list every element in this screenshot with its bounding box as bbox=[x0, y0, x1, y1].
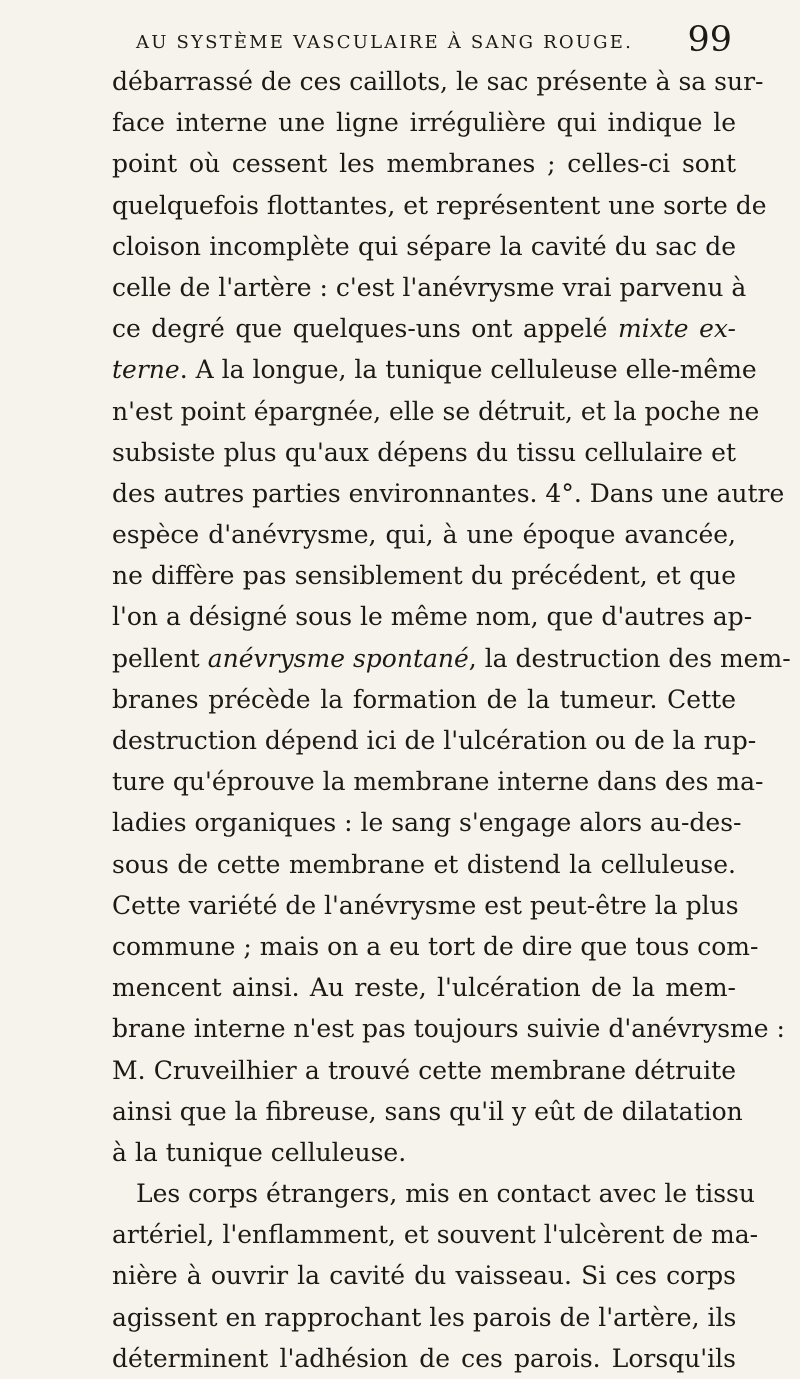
text-line bbox=[112, 473, 785, 514]
line-segment: , la destruction des mem- bbox=[468, 643, 791, 673]
text-line bbox=[112, 679, 736, 720]
line-segment: ainsi que la fibreuse, sans qu'il y eût de dilatation bbox=[112, 1096, 743, 1126]
text-line bbox=[112, 514, 736, 555]
line-segment: nière à ouvrir la cavité du vaisseau. Si ces corps bbox=[112, 1261, 736, 1291]
text-line bbox=[112, 1091, 743, 1132]
text-line bbox=[112, 1255, 736, 1296]
line-segment: point où cessent les membranes ; celles-ci sont bbox=[112, 149, 736, 179]
line-segment: artériel, l'enflamment, et souvent l'ulcèrent de ma- bbox=[112, 1220, 759, 1250]
text-line bbox=[112, 143, 736, 184]
line-segment: déterminent l'adhésion de ces parois. Lorsqu'ils bbox=[112, 1343, 736, 1373]
line-segment: ce degré que quelques-uns ont appelé bbox=[112, 314, 618, 344]
line-segment: mencent ainsi. Au reste, l'ulcération de la mem- bbox=[112, 973, 736, 1003]
text-line bbox=[112, 1297, 736, 1338]
line-segment: destruction dépend ici de l'ulcération ou de la rup- bbox=[112, 726, 757, 755]
italic-term: terne bbox=[112, 355, 180, 385]
text-line bbox=[112, 1132, 736, 1173]
line-segment: à la tunique celluleuse. bbox=[112, 1137, 407, 1167]
text-line bbox=[112, 349, 757, 390]
line-segment: Les corps étrangers, mis en contact avec le tissu bbox=[136, 1179, 755, 1209]
text-line bbox=[112, 967, 736, 1008]
text-line bbox=[112, 1173, 755, 1214]
text-line bbox=[112, 1338, 736, 1379]
text-line bbox=[112, 1008, 785, 1049]
page-number: 99 bbox=[687, 20, 732, 60]
text-line bbox=[112, 308, 736, 349]
line-segment: commune ; mais on a eu tort de dire que tous com- bbox=[112, 931, 759, 961]
text-line bbox=[112, 1214, 759, 1255]
line-segment: ladies organiques : le sang s'engage alors au-des- bbox=[112, 808, 742, 838]
line-segment: des autres parties environnantes. 4°. Dans une autre bbox=[112, 478, 785, 508]
line-segment: brane interne n'est pas toujours suivie d'anévrysme : bbox=[112, 1014, 785, 1044]
line-segment: cloison incomplète qui sépare la cavité du sac de bbox=[112, 231, 736, 261]
text-line bbox=[112, 720, 757, 761]
text-line bbox=[112, 926, 759, 967]
line-segment: ne diffère pas sensiblement du précédent, et que bbox=[112, 561, 736, 591]
text-line bbox=[112, 596, 753, 637]
running-head-title: AU SYSTÈME VASCULAIRE À SANG ROUGE. bbox=[136, 32, 634, 53]
line-segment: n'est point épargnée, elle se détruit, et la poche ne bbox=[112, 396, 760, 426]
text-line bbox=[112, 761, 764, 802]
running-head bbox=[100, 18, 750, 62]
line-segment: ture qu'éprouve la membrane interne dans des ma- bbox=[112, 767, 764, 797]
line-segment: M. Cruveilhier a trouvé cette membrane détruite bbox=[112, 1055, 736, 1085]
text-line bbox=[112, 267, 747, 308]
text-line bbox=[112, 802, 742, 843]
italic-term: mixte ex- bbox=[617, 314, 736, 344]
text-line bbox=[112, 432, 736, 473]
text-line bbox=[112, 61, 764, 102]
line-segment: face interne une ligne irrégulière qui indique le bbox=[112, 108, 736, 138]
text-line bbox=[112, 185, 767, 226]
line-segment: sous de cette membrane et distend la celluleuse. bbox=[112, 849, 736, 879]
line-segment: pellent bbox=[112, 643, 208, 673]
text-line bbox=[112, 226, 736, 267]
line-segment: branes précède la formation de la tumeur. Cette bbox=[112, 684, 736, 714]
text-line bbox=[112, 555, 736, 596]
body-text bbox=[112, 61, 791, 1379]
text-line bbox=[112, 885, 739, 926]
line-segment: espèce d'anévrysme, qui, à une époque avancée, bbox=[112, 520, 736, 550]
text-line bbox=[112, 102, 736, 143]
line-segment: débarrassé de ces caillots, le sac présente à sa sur- bbox=[112, 67, 764, 96]
text-line bbox=[112, 638, 791, 679]
italic-term: anévrysme spontané bbox=[207, 643, 469, 673]
line-segment: subsiste plus qu'aux dépens du tissu cellulaire et bbox=[112, 437, 736, 467]
line-segment: agissent en rapprochant les parois de l'artère, ils bbox=[112, 1302, 737, 1332]
line-segment: quelquefois flottantes, et représentent une sorte de bbox=[112, 190, 767, 220]
text-line bbox=[112, 391, 760, 432]
text-line bbox=[112, 1050, 736, 1091]
line-segment: Cette variété de l'anévrysme est peut-être la plus bbox=[112, 890, 739, 920]
line-segment: l'on a désigné sous le même nom, que d'autres ap- bbox=[112, 602, 753, 632]
line-segment: celle de l'artère : c'est l'anévrysme vrai parvenu à bbox=[112, 272, 747, 302]
line-segment: . A la longue, la tunique celluleuse elle-même bbox=[179, 355, 757, 385]
text-line bbox=[112, 844, 736, 885]
